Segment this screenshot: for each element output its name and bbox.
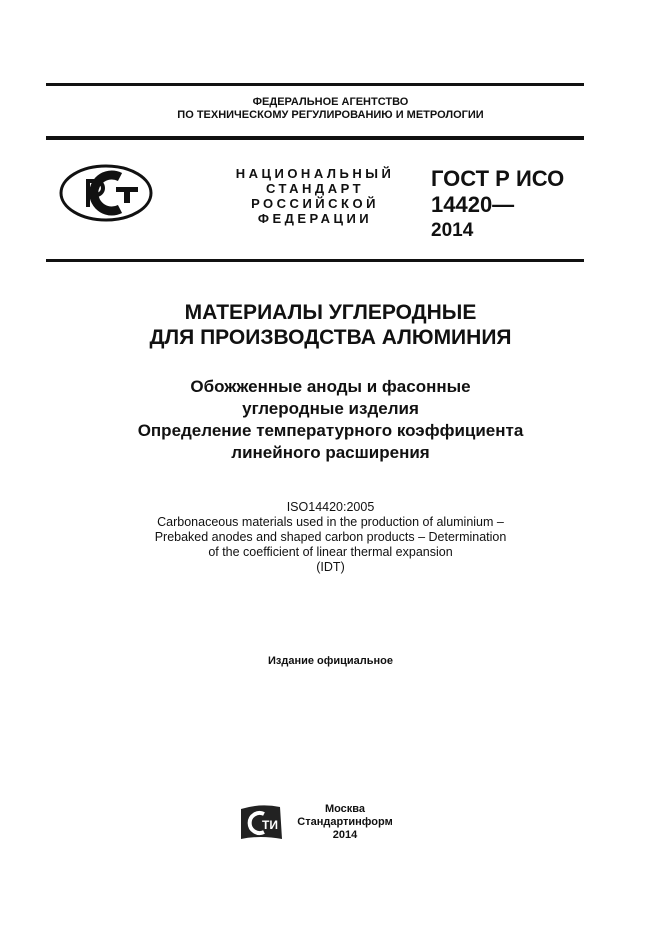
subtitle-line-3: Определение температурного коэффициента — [137, 421, 524, 440]
publisher-year: 2014 — [332, 829, 358, 841]
iso-title-line-2: Prebaked anodes and shaped carbon products – Determination — [154, 530, 507, 544]
standartinform-logo-icon — [240, 803, 284, 841]
subtitle-line-1: Обожженные аноды и фасонные — [190, 377, 471, 396]
header-rule — [46, 136, 584, 140]
subtitle-line-4: линейного расширения — [231, 443, 430, 462]
official-edition-label: Издание официальное — [267, 655, 394, 667]
iso-number: ISO14420:2005 — [286, 500, 375, 514]
designation-year: 2014 — [431, 220, 474, 241]
nat-line-1: НАЦИОНАЛЬНЫЙ — [235, 166, 395, 181]
agency-header — [0, 96, 661, 122]
nat-line-2: СТАНДАРТ — [265, 181, 365, 196]
publisher-name: Стандартинформ — [297, 816, 393, 828]
iso-title-line-3: of the coefficient of linear thermal expansion — [208, 545, 453, 559]
iso-reference — [0, 500, 661, 575]
iso-title-line-1: Carbonaceous materials used in the production of aluminium – — [157, 515, 504, 529]
iso-idt: (IDT) — [316, 560, 345, 574]
document-title — [0, 300, 661, 350]
svg-text:ТИ: ТИ — [262, 818, 278, 832]
national-standard-label — [225, 166, 405, 226]
designation-line-1: ГОСТ Р ИСО — [431, 166, 565, 191]
title-line-1: МАТЕРИАЛЫ УГЛЕРОДНЫЕ — [184, 301, 477, 324]
title-line-2: ДЛЯ ПРОИЗВОДСТВА АЛЮМИНИЯ — [149, 326, 512, 349]
publisher-city: Москва — [324, 803, 366, 815]
rst-logo-icon — [58, 163, 154, 223]
standard-designation — [431, 166, 564, 244]
section-rule — [46, 259, 584, 262]
nat-line-4: ФЕДЕРАЦИИ — [257, 211, 373, 226]
publisher-info — [290, 803, 400, 842]
designation-line-2: 14420— — [431, 192, 515, 217]
document-subtitle — [0, 376, 661, 464]
subtitle-line-2: углеродные изделия — [242, 399, 419, 418]
nat-line-3: РОССИЙСКОЙ — [251, 196, 379, 211]
top-rule — [46, 83, 584, 86]
agency-line-1: ФЕДЕРАЛЬНОЕ АГЕНТСТВО — [252, 96, 409, 108]
agency-line-2: ПО ТЕХНИЧЕСКОМУ РЕГУЛИРОВАНИЮ И МЕТРОЛОГИИ — [177, 109, 484, 121]
